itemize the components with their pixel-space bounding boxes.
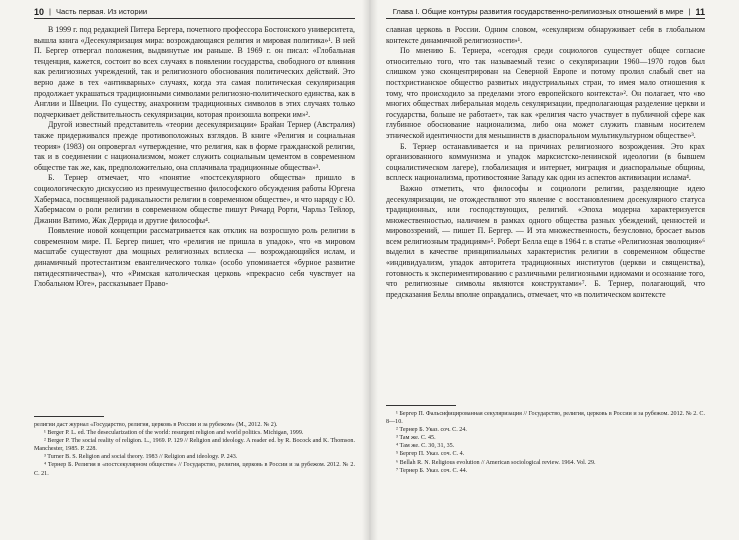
right-running-head-title: Глава I. Общие контуры развития государственно-религиозных отношений в мире (392, 7, 684, 16)
left-paragraph: В 1999 г. под редакцией Питера Бергера, почетного профессора Бостонского университета, вышла книга «Десекуляризация мира: возрождающаяся религия и мировая политика»¹. В ней П. Бергер отвергал положения, выдвинутые им раньше. В 1969 г. он писал: «Глобальная тенденция, кажется, состоит во всех случаях в появлении государства, свободного от влияния как религиозных учреждений, так и религиозного обоснования политических действий. Это верно даже в тех «антикварных» случаях, когда эта самая политическая секуляризация продолжает украшаться традиционными символами религиозно-политического единства, как в Англии и Швеции. По существу, анахронизм традиционных символов в этих случаях только подчеркивает действительность секуляризации, которая произошла вопреки им»². (34, 25, 355, 119)
left-running-head-title: Часть первая. Из истории (56, 7, 148, 16)
right-paragraph: славная церковь в России. Одним словом, «секуляризм обнаруживает себя в глобальном контексте динамичной религиозности»¹. (386, 25, 705, 45)
footnote-rule (386, 405, 456, 406)
left-running-head (34, 6, 355, 19)
left-paragraph: Б. Тернер отмечает, что «понятие «постсекулярного общества» пришло в социологическую дискуссию из преимущественно философского обсуждения работы Юргена Хабермаса, посвященной радикальности религии в современном обществе», и что наряду с Ю. Хабермасом о роли религии в современном обществе пишут Ричард Рорти, Чарльз Тейлор, Джанни Ватимо, Жак Деррида и другие философы⁴. (34, 173, 355, 225)
right-body-text (386, 25, 705, 300)
right-footnote: ¹ Бергер П. Фальсифицированная секуляризация // Государство, религия, церковь в России и за рубежом. 2012. № 2. С. 8—10. (386, 411, 705, 426)
left-paragraph: Другой известный представитель «теории десекуляризации» Брайан Тернер (Австралия) также придерживался прежде противоположных взглядов. В книге «Религия и социальная теория» (1983) он опровергал «утверждение, что религия, как в форме гражданской религии, так и в соединении с национализмом, может служить социальным цементом в современном обществе так же, как, предположительно, она сплачивала традиционные общества»³. (34, 120, 355, 172)
left-footnote: религии даст журнал «Государство, религия, церковь в России и за рубежом» (М., 2012. № 2). (34, 422, 278, 428)
left-footnote: ³ Turner B. S. Religion and social theory. 1983 // Religion and ideology. P. 243. (44, 454, 238, 461)
left-body-text (34, 25, 355, 290)
right-footnote: ² Тернер Б. Указ. соч. С. 24. (396, 427, 467, 434)
right-footnotes (386, 405, 705, 475)
left-footnote: ⁴ Тернер Б. Религия в «постсекулярном обществе» // Государство, религия, церковь в России и за рубежом. 2012. № 2. С. 21. (34, 462, 355, 477)
right-paragraph: Важно отметить, что философы и социологи религии, разделяющие идею десекуляризации, не отождествляют это явление с восстановлением досекулярного статуса традиционных, или господствующих, религий. «Эпоха модерна характеризуется множественностью, наличием в рамках одного общества разных убеждений, ценностей и мировоззрений, — пишет П. Бергер. — И эта множественность, безусловно, бросает вызов всем религиозным традициям»⁵. Роберт Белла еще в 1964 г. в статье «Религиозная эволюция»⁶ выделил в качестве принципиальных характеристик религии в современном обществе «индивидуализм, упадок авторитета традиционных институтов (церкви и священства), готовность к экспериментированию с различными религиозными идиомами и осознание того, что религиозные символы являются конструктами»⁷. Б. Тернер, полагающий, что предсказания Беллы вполне оправдались, отмечает, что «в политическом контексте (386, 183, 705, 299)
right-paragraph: Б. Тернер останавливается и на причинах религиозного возрождения. Это крах организованного коммунизма и упадок марксистско-ленинской идеологии (в бывшем социалистическом лагере), глобализация и интернет, миграция и диаспоральные общины, всплеск национализма, противостояние Западу как один из аспектов активизации ислама⁴. (386, 141, 705, 183)
right-footnote: ⁷ Тернер Б. Указ. соч. С. 44. (396, 467, 468, 474)
left-page-number: 10 (34, 7, 45, 17)
right-footnote: ³ Там же. С. 45. (396, 435, 436, 442)
left-footnote: ² Berger P. The social reality of religion. L., 1969. P. 129 // Religion and ideology. A reader ed. by R. Bocock and K. Thomson. Manchester, 1985. P. 228. (34, 438, 355, 453)
running-head-separator: | (688, 7, 691, 16)
left-footnote: ¹ Berger P. L. ed. The desecularization of the world: resurgent religion and world politics. Michigan, 1999. (44, 430, 304, 437)
footnote-rule (34, 416, 104, 417)
left-paragraph: Появление новой концепции рассматривается как отклик на возросшую роль религии в современном мире. П. Бергер пишет, что «религия не пришла в упадок», что «в мировом масштабе существуют два мощных религиозных всплеска — возрождающийся ислам, и динамичный протестантизм евангелического толка» (особо упоминается «бурное развитие пятидесятничества»), что «Римская католическая церковь «прекрасно себя чувствует на Глобальном Юге», рассказывает Право- (34, 226, 355, 289)
right-footnote: ⁶ Bellah R. N. Religious evolution // American sociological review. 1964. Vol. 29. (396, 459, 596, 466)
right-page-number: 11 (695, 7, 705, 17)
right-paragraph: По мнению Б. Тернера, «сегодня среди социологов существует общее согласие относительно того, что так называемый тезис о секуляризации 1960—1970 годов был слишком узко сконцентрирован на Северной Европе и потому пролил слабый свет на постхристианское общество развитых индустриальных стран, то имея мало отношения к тому, что происходило за пределами этого европейского контекста»². Он полагает, что «во многих обществах либеральная модель секуляризации, предполагающая разделение церкви и государства, больше не работает», так как «религия часто участвует в публичной сфере как глубинное обоснование национализма, либо она может служить главным носителем этнической идентичности для меньшинств в диаспоральном мультикультурном обществе»³. (386, 46, 705, 140)
running-head-separator: | (49, 7, 51, 16)
right-page (370, 0, 739, 540)
left-footnotes (34, 416, 355, 478)
right-footnote: ⁴ Там же. С. 30, 31, 35. (396, 443, 455, 450)
left-page (0, 0, 369, 540)
right-footnote: ⁵ Бергер П. Указ. соч. С. 4. (396, 451, 465, 458)
right-running-head (386, 6, 705, 19)
